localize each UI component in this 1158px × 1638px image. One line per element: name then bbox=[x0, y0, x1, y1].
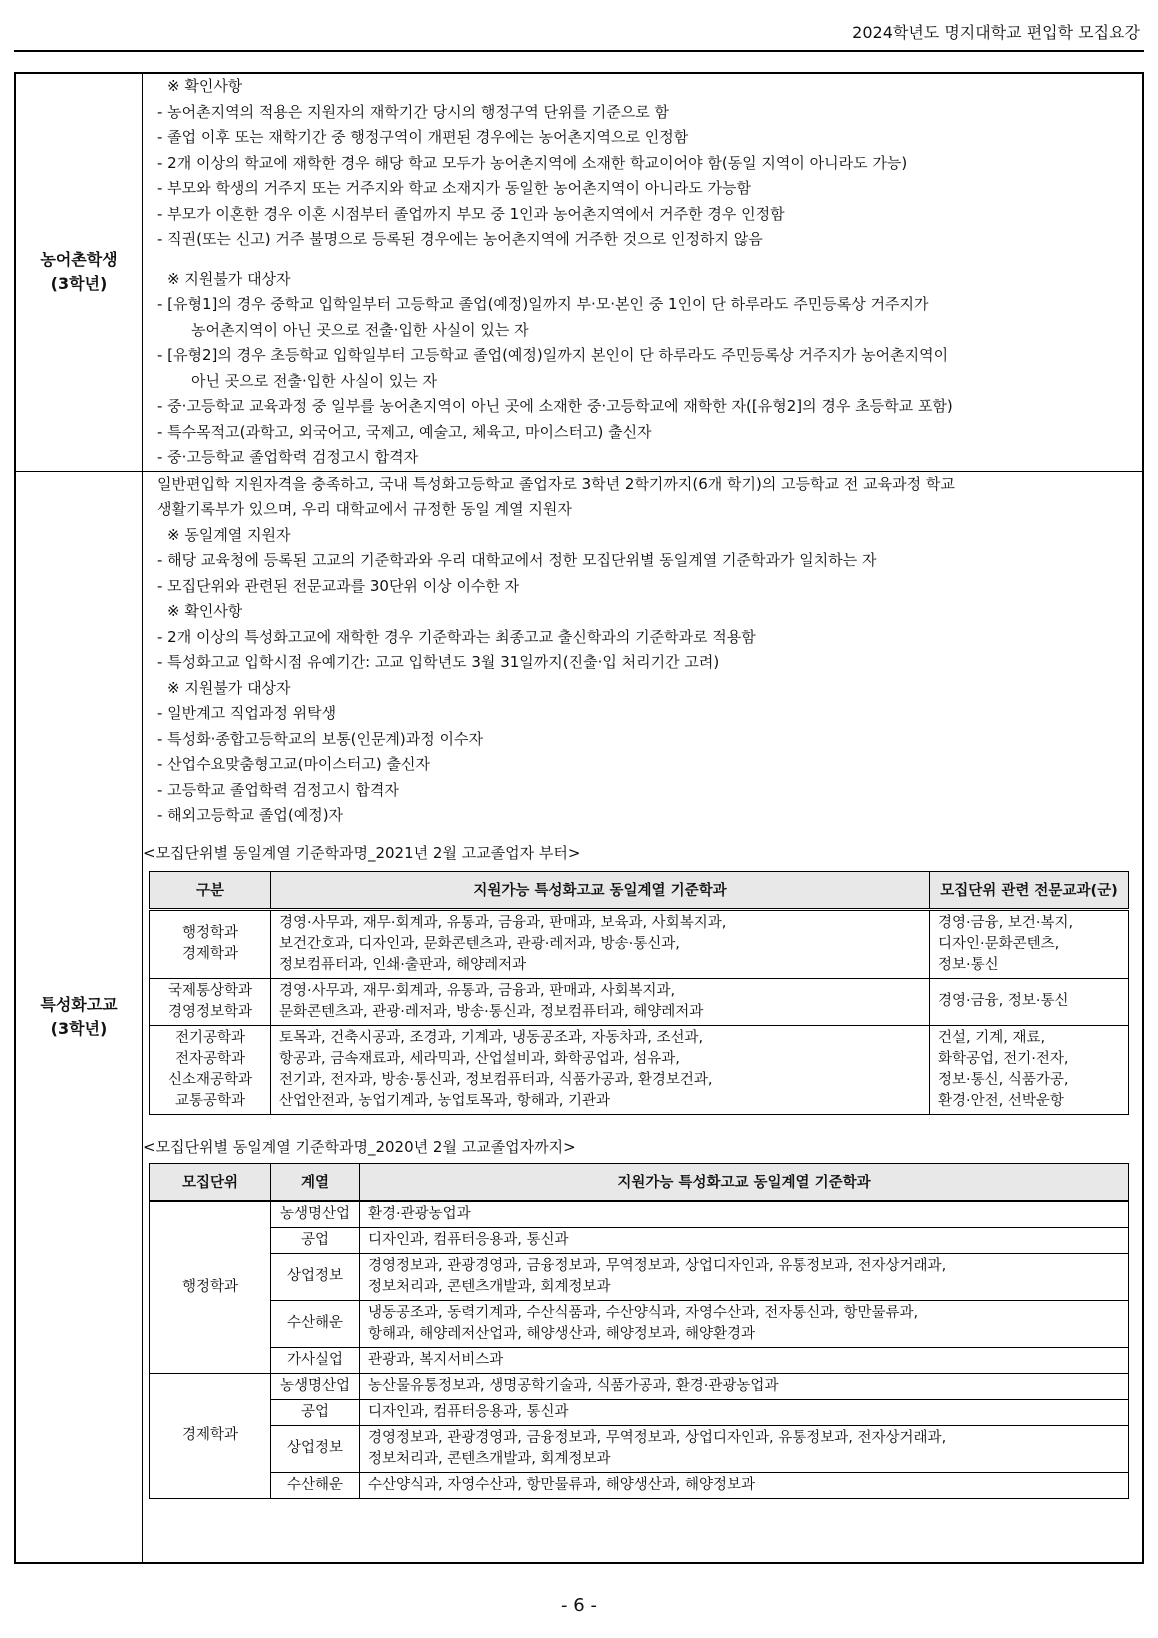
rural-excl-item: - 중·고등학교 졸업학력 검정고시 합격자 bbox=[157, 448, 419, 466]
table-row bbox=[150, 978, 1129, 1025]
rural-label-cell bbox=[15, 73, 143, 471]
special-intro-cont: 생활기록부가 있으며, 우리 대학교에서 규정한 동일 계열 지원자 bbox=[157, 500, 572, 518]
t1-dept-line: 경영·사무과, 재무·회계과, 유통과, 금융과, 판매과, 보육과, 사회복지과, bbox=[279, 914, 727, 931]
t2-dept-line: 경영정보과, 관광경영과, 금융정보과, 무역정보과, 상업디자인과, 유통정보과, 전자상거래과, bbox=[368, 1257, 947, 1274]
rural-excl-item: - [유형2]의 경우 초등학교 입학일부터 고등학교 졸업(예정)일까지 본인이 단 하루라도 주민등록상 거주지가 농어촌지역이 bbox=[157, 346, 949, 364]
rural-check-title: ※ 확인사항 bbox=[167, 77, 243, 95]
t2-field: 농생명산업 bbox=[271, 1373, 360, 1399]
t1-header-depts: 지원가능 특성화고교 동일계열 기준학과 bbox=[271, 871, 930, 909]
t1-subject-line: 환경·안전, 선박운항 bbox=[938, 1092, 1064, 1109]
t1-subject-line: 정보·통신 bbox=[938, 956, 999, 973]
t2-header-unit: 모집단위 bbox=[150, 1163, 271, 1201]
t2-dept-line: 냉동공조과, 동력기계과, 수산식품과, 수산양식과, 자영수산과, 전자통신과, 항만물류과, bbox=[368, 1304, 919, 1321]
table-row bbox=[150, 1373, 1129, 1399]
rural-check-item: - 졸업 이후 또는 재학기간 중 행정구역이 개편된 경우에는 농어촌지역으로 인정함 bbox=[157, 128, 689, 146]
t1-unit: 전기공학과 bbox=[174, 1029, 246, 1046]
rural-check-item: - 직권(또는 신고) 거주 불명으로 등록된 경우에는 농어촌지역에 거주한 것으로 인정하지 않음 bbox=[157, 230, 763, 248]
t1-subject-line: 디자인·문화콘텐츠, bbox=[938, 935, 1060, 952]
rural-label-grade: (3학년) bbox=[50, 274, 108, 294]
special-excl-item: - 해외고등학교 졸업(예정)자 bbox=[157, 806, 344, 824]
table-row bbox=[150, 1227, 1129, 1253]
rural-content bbox=[143, 73, 1144, 471]
t1-dept-line: 항공과, 금속재료과, 세라믹과, 산업설비과, 화학공업과, 섬유과, bbox=[279, 1050, 680, 1067]
table-row bbox=[150, 1300, 1129, 1347]
t1-unit: 신소재공학과 bbox=[167, 1071, 253, 1088]
t1-header-subjects: 모집단위 관련 전문교과(군) bbox=[930, 871, 1129, 909]
t2-unit: 경제학과 bbox=[150, 1373, 271, 1498]
special-label-grade: (3학년) bbox=[50, 1018, 108, 1038]
t1-subject-line: 건설, 기계, 재료, bbox=[938, 1029, 1046, 1046]
t2-dept-line: 정보처리과, 콘텐츠개발과, 회계정보과 bbox=[368, 1278, 611, 1295]
t2-header-field: 계열 bbox=[271, 1163, 360, 1201]
table1-caption: <모집단위별 동일계열 기준학과명_2021년 2월 고교졸업자 부터> bbox=[143, 843, 581, 862]
t2-field: 공업 bbox=[271, 1399, 360, 1425]
t2-dept-line: 환경·관광농업과 bbox=[368, 1205, 471, 1222]
table-2021-criteria bbox=[149, 871, 1129, 1115]
table-row bbox=[150, 1025, 1129, 1114]
rural-label: 농어촌학생 bbox=[40, 250, 118, 270]
t1-header-category: 구분 bbox=[150, 871, 271, 909]
rural-check-item: - 농어촌지역의 적용은 지원자의 재학기간 당시의 행정구역 단위를 기준으로 함 bbox=[157, 102, 670, 121]
t2-dept-line: 정보처리과, 콘텐츠개발과, 회계정보과 bbox=[368, 1450, 611, 1467]
special-label-cell bbox=[15, 471, 143, 1563]
t2-dept-line: 관광과, 복지서비스과 bbox=[368, 1351, 504, 1368]
t1-unit: 국제통상학과 bbox=[167, 982, 253, 999]
table-row bbox=[150, 1253, 1129, 1300]
t2-field: 상업정보 bbox=[271, 1425, 360, 1472]
special-content bbox=[143, 471, 1144, 1563]
special-excl-item: - 산업수요맞춤형고교(마이스터고) 출신자 bbox=[157, 755, 430, 773]
t1-unit: 경영정보학과 bbox=[167, 1003, 253, 1020]
special-check-item: - 2개 이상의 특성화고교에 재학한 경우 기준학과는 최종고교 출신학과의 기준학과로 적용함 bbox=[157, 627, 756, 646]
t2-field: 공업 bbox=[271, 1227, 360, 1253]
special-check-item: - 특성화고교 입학시점 유예기간: 고교 입학년도 3월 31일까지(진출·입 처리기간 고려) bbox=[157, 653, 720, 671]
special-excl-title: ※ 지원불가 대상자 bbox=[167, 678, 291, 697]
t2-field: 농생명산업 bbox=[271, 1201, 360, 1228]
t2-dept-line: 경영정보과, 관광경영과, 금융정보과, 무역정보과, 상업디자인과, 유통정보과, 전자상거래과, bbox=[368, 1429, 947, 1446]
t2-dept-line: 농산물유통정보과, 생명공학기술과, 식품가공과, 환경·관광농업과 bbox=[368, 1377, 779, 1394]
t1-unit: 교통공학과 bbox=[174, 1092, 246, 1109]
rural-excl-title: ※ 지원불가 대상자 bbox=[167, 269, 291, 288]
t1-dept-line: 경영·사무과, 재무·회계과, 유통과, 금융과, 판매과, 사회복지과, bbox=[279, 982, 676, 999]
t1-dept-line: 정보컴퓨터과, 인쇄·출판과, 해양레저과 bbox=[279, 956, 527, 973]
t2-dept-line: 디자인과, 컴퓨터응용과, 통신과 bbox=[368, 1231, 569, 1248]
rural-check-item: - 2개 이상의 학교에 재학한 경우 해당 학교 모두가 농어촌지역에 소재한 학교이어야 함(동일 지역이 아니라도 가능) bbox=[157, 153, 908, 172]
t1-subject-line: 경영·금융, 정보·통신 bbox=[938, 993, 1069, 1009]
t1-dept-line: 산업안전과, 농업기계과, 농업토목과, 항해과, 기관과 bbox=[279, 1092, 611, 1109]
table-row bbox=[150, 1399, 1129, 1425]
special-same-title: ※ 동일계열 지원자 bbox=[167, 525, 291, 544]
document-header-title: 2024학년도 명지대학교 편입학 모집요강 bbox=[852, 23, 1140, 42]
t1-subject-line: 화학공업, 전기·전자, bbox=[938, 1050, 1069, 1067]
header-divider bbox=[14, 50, 1144, 52]
eligibility-table bbox=[14, 72, 1144, 1564]
t1-dept-line: 문화콘텐츠과, 관광·레저과, 방송·통신과, 정보컴퓨터과, 해양레저과 bbox=[279, 1003, 704, 1020]
table-2020-criteria bbox=[149, 1163, 1129, 1499]
rural-excl-item: - [유형1]의 경우 중학교 입학일부터 고등학교 졸업(예정)일까지 부·모·본인 중 1인이 단 하루라도 주민등록상 거주지가 bbox=[157, 295, 929, 313]
special-excl-item: - 일반계고 직업과정 위탁생 bbox=[157, 704, 337, 722]
table-row bbox=[150, 909, 1129, 978]
table-row bbox=[150, 1347, 1129, 1373]
rural-excl-item: - 특수목적고(과학고, 외국어고, 국제고, 예술고, 체육고, 마이스터고) 출신자 bbox=[157, 422, 652, 441]
special-same-item: - 모집단위와 관련된 전문교과를 30단위 이상 이수한 자 bbox=[157, 576, 520, 595]
t2-field: 수산해운 bbox=[271, 1472, 360, 1498]
rural-excl-item-cont: 농어촌지역이 아닌 곳으로 전출·입한 사실이 있는 자 bbox=[191, 320, 529, 339]
special-excl-item: - 고등학교 졸업학력 검정고시 합격자 bbox=[157, 780, 399, 799]
rural-excl-item: - 중·고등학교 교육과정 중 일부를 농어촌지역이 아닌 곳에 소재한 중·고등학교에 재학한 자([유형2]의 경우 초등학교 포함) bbox=[157, 397, 953, 415]
special-check-title: ※ 확인사항 bbox=[167, 602, 243, 620]
t2-dept-line: 디자인과, 컴퓨터응용과, 통신과 bbox=[368, 1403, 569, 1420]
special-intro: 일반편입학 지원자격을 충족하고, 국내 특성화고등학교 졸업자로 3학년 2학기까지(6개 학기)의 고등학교 전 교육과정 학교 bbox=[157, 474, 955, 493]
t2-dept-line: 수산양식과, 자영수산과, 항만물류과, 해양생산과, 해양정보과 bbox=[368, 1476, 756, 1493]
t1-unit: 전자공학과 bbox=[174, 1050, 246, 1067]
t1-unit: 행정학과 bbox=[181, 925, 239, 941]
t2-field: 상업정보 bbox=[271, 1253, 360, 1300]
t2-field: 가사실업 bbox=[271, 1347, 360, 1373]
rural-check-item: - 부모가 이혼한 경우 이혼 시점부터 졸업까지 부모 중 1인과 농어촌지역에서 거주한 경우 인정함 bbox=[157, 204, 785, 223]
t2-header-depts: 지원가능 특성화고교 동일계열 기준학과 bbox=[360, 1163, 1129, 1201]
t1-dept-line: 토목과, 건축시공과, 조경과, 기계과, 냉동공조과, 자동차과, 조선과, bbox=[279, 1029, 704, 1046]
t1-subject-line: 정보·통신, 식품가공, bbox=[938, 1071, 1069, 1088]
rural-excl-item-cont: 아닌 곳으로 전출·입한 사실이 있는 자 bbox=[191, 371, 437, 390]
t2-unit: 행정학과 bbox=[150, 1201, 271, 1374]
t2-dept-line: 항해과, 해양레저산업과, 해양생산과, 해양정보과, 해양환경과 bbox=[368, 1325, 756, 1342]
special-label: 특성화고교 bbox=[40, 994, 118, 1014]
page-number: - 6 - bbox=[561, 1595, 597, 1616]
t2-field: 수산해운 bbox=[271, 1300, 360, 1347]
t1-dept-line: 전기과, 전자과, 방송·통신과, 정보컴퓨터과, 식품가공과, 환경보건과, bbox=[279, 1071, 713, 1088]
special-excl-item: - 특성화·종합고등학교의 보통(인문계)과정 이수자 bbox=[157, 729, 483, 748]
table-row bbox=[150, 1425, 1129, 1472]
t1-dept-line: 보건간호과, 디자인과, 문화콘텐츠과, 관광·레저과, 방송·통신과, bbox=[279, 935, 680, 952]
table-row bbox=[150, 1472, 1129, 1498]
t1-subject-line: 경영·금융, 보건·복지, bbox=[938, 914, 1074, 931]
table2-caption: <모집단위별 동일계열 기준학과명_2020년 2월 고교졸업자까지> bbox=[143, 1137, 576, 1156]
special-same-item: - 해당 교육청에 등록된 고교의 기준학과와 우리 대학교에서 정한 모집단위별 동일계열 기준학과가 일치하는 자 bbox=[157, 551, 877, 569]
table-row bbox=[150, 1201, 1129, 1228]
t1-unit: 경제학과 bbox=[181, 946, 239, 962]
rural-check-item: - 부모와 학생의 거주지 또는 거주지와 학교 소재지가 동일한 농어촌지역이 아니라도 가능함 bbox=[157, 179, 751, 197]
